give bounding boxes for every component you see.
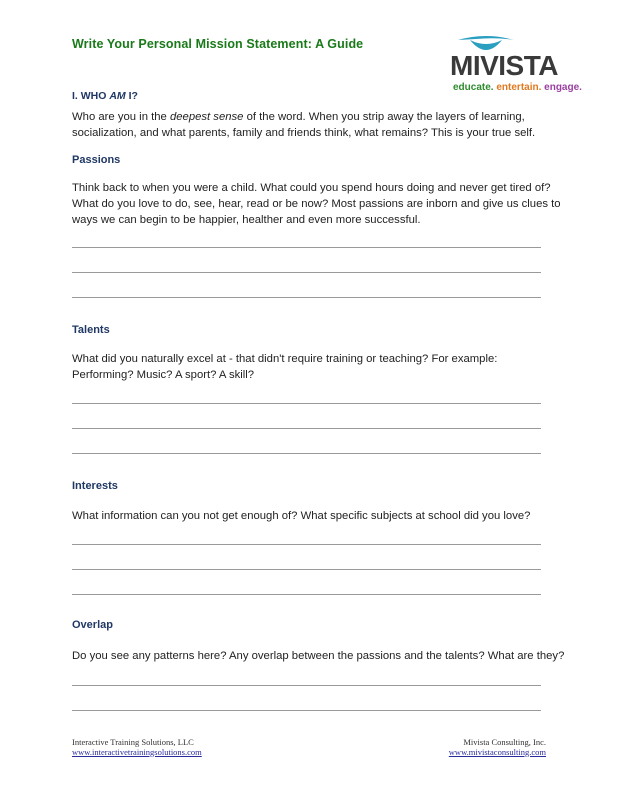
logo-tagline: educate. entertain. engage.	[453, 82, 582, 93]
answer-line[interactable]	[72, 710, 541, 711]
passions-prompt: Think back to when you were a child. What could you spend hours doing and never get tired of? What do you love to do, see, hear, read or be now? Most passions are inborn and give us clues to ways we can begin to be happier, healther and even more successful.	[72, 182, 561, 226]
answer-line[interactable]	[72, 247, 541, 248]
talents-heading: Talents	[72, 324, 110, 336]
answer-line[interactable]	[72, 297, 541, 298]
footer-left: Interactive Training Solutions, LLC www.interactivetrainingsolutions.com	[72, 737, 202, 757]
logo-wordmark: MIVISTA	[450, 50, 558, 81]
interests-prompt: What information can you not get enough of? What specific subjects at school did you love?	[72, 510, 531, 522]
footer-left-link[interactable]: www.interactivetrainingsolutions.com	[72, 746, 202, 757]
answer-line[interactable]	[72, 685, 541, 686]
intro-paragraph: Who are you in the deepest sense of the word. When you strip away the layers of learning, socialization, and what parents, family and friends think, what remains? This is your true self.	[72, 111, 536, 139]
interests-heading: Interests	[72, 480, 118, 492]
answer-line[interactable]	[72, 428, 541, 429]
talents-prompt: What did you naturally excel at - that didn't require training or teaching? For example: Performing? Music? A sport? A skill?	[72, 353, 498, 381]
overlap-heading: Overlap	[72, 619, 113, 631]
answer-line[interactable]	[72, 569, 541, 570]
footer-right-link[interactable]: www.mivistaconsulting.com	[448, 746, 546, 757]
answer-line[interactable]	[72, 403, 541, 404]
document-title: Write Your Personal Mission Statement: A Guide	[72, 37, 364, 51]
overlap-prompt: Do you see any patterns here? Any overlap between the passions and the talents? What are they?	[72, 650, 565, 662]
answer-line[interactable]	[72, 594, 541, 595]
mivista-logo	[448, 32, 582, 97]
section-heading: I. WHO AM I?	[72, 90, 138, 102]
answer-line[interactable]	[72, 544, 541, 545]
footer-right: Mivista Consulting, Inc. www.mivistaconsulting.com	[448, 737, 546, 757]
answer-line[interactable]	[72, 272, 541, 273]
passions-heading: Passions	[72, 154, 121, 166]
answer-line[interactable]	[72, 453, 541, 454]
